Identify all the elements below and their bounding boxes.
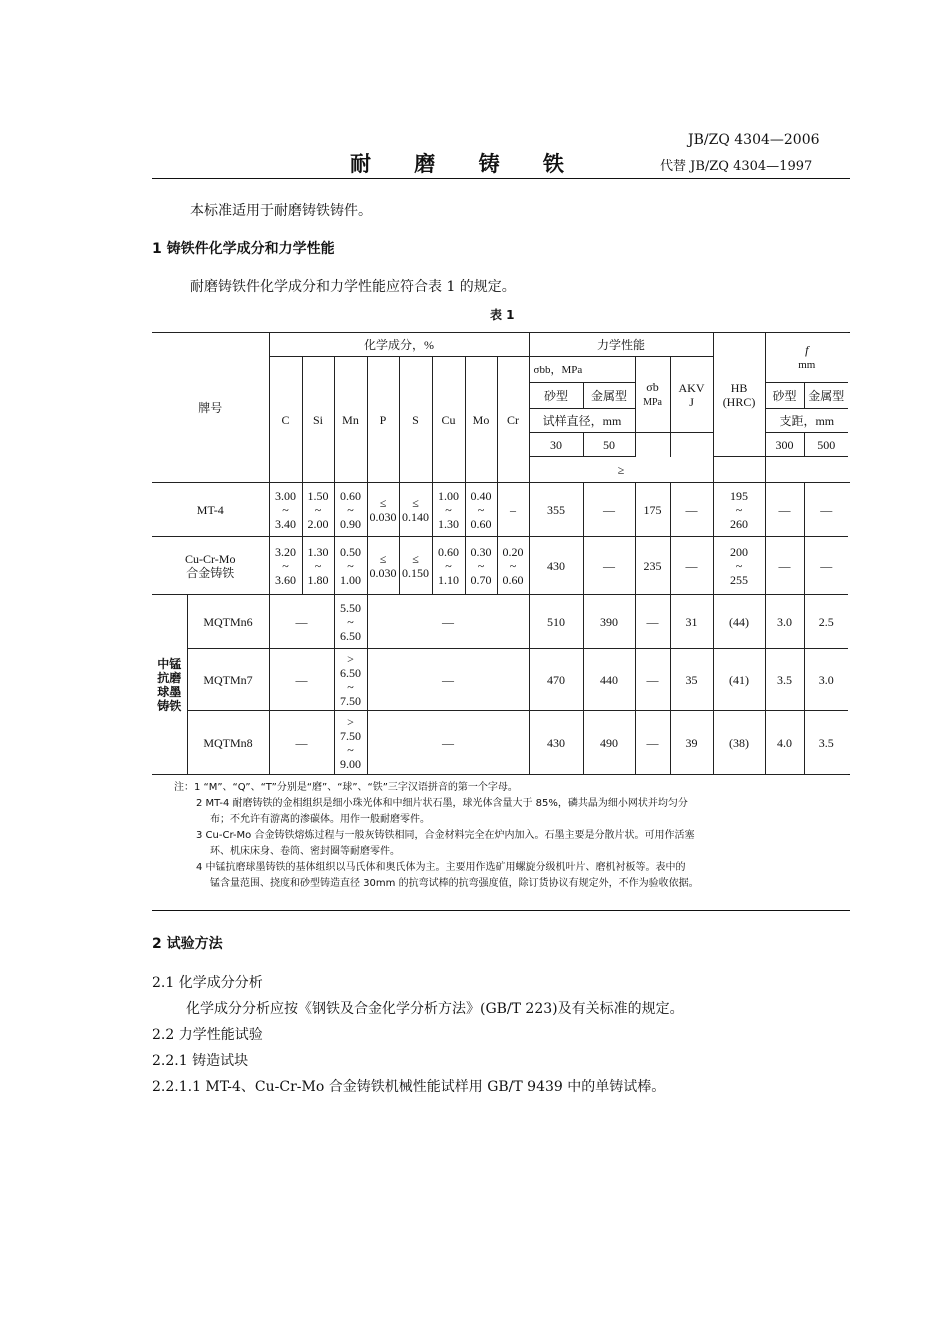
- header-mo: Mo: [465, 357, 497, 483]
- header-s500: 500: [804, 433, 848, 457]
- header-diameter: 试样直径，mm: [529, 409, 635, 433]
- note-3-cont: 环、机床床身、卷筒、密封圈等耐磨零件。: [210, 846, 400, 857]
- replaces-standard: 代替 JB/ZQ 4304—1997: [660, 159, 813, 174]
- grade-mt4: MT-4: [152, 483, 269, 537]
- section-2-1-text: 化学成分分析应按《钢铁及合金化学分析方法》(GB/T 223)及有关标准的规定。: [186, 1001, 684, 1017]
- notes-rule: [152, 910, 850, 911]
- grade-cucrmo: Cu-Cr-Mo 合金铸铁: [152, 537, 269, 595]
- header-cu: Cu: [432, 357, 465, 483]
- table-row: MQTMn8 — > 7.50 ~ 9.00 — 430 490 — 39 (38) 4.0 3.5: [152, 711, 850, 775]
- note-2: 2 MT-4 耐磨铸铁的金相组织是细小珠光体和中细片状石墨，球光体含量大于 85%，磷共晶为细小网状并均匀分: [196, 798, 688, 809]
- header-d50: 50: [583, 433, 635, 457]
- page-title: 耐 磨 铸 铁: [350, 152, 582, 176]
- section-2-2-1-heading: 2.2.1 铸造试块: [152, 1053, 249, 1069]
- header-chemical: 化学成分，%: [269, 333, 529, 357]
- header-si: Si: [302, 357, 334, 483]
- header-f-metal: 金属型: [804, 383, 848, 409]
- header-s300: 300: [765, 433, 804, 457]
- header-cr: Cr: [497, 357, 529, 483]
- header-mechanical: 力学性能: [529, 333, 713, 357]
- header-hb: HB (HRC): [713, 333, 765, 457]
- header-mn: Mn: [334, 357, 367, 483]
- header-sigma-bb: σbb，MPa: [529, 357, 635, 383]
- table-row: Cu-Cr-Mo 合金铸铁 3.20 ~ 3.60 1.30 ~ 1.80 0.50 ~ 1.00 ≤ 0.030 ≤ 0.150 0.60 ~ 1.10 0.30 ~ 0.70 0.20 ~ 0.60 430 — 235 — 200 ~ 255 — —: [152, 537, 850, 595]
- header-grade: 牌号: [152, 333, 269, 483]
- header-metal: 金属型: [583, 383, 635, 409]
- grade-mqtmn7: MQTMn7: [187, 649, 269, 711]
- table-caption: 表 1: [490, 308, 515, 322]
- header-span: 支距，mm: [765, 409, 848, 433]
- header-f-sand: 砂型: [765, 383, 804, 409]
- note-4-cont: 锰含量范围、挠度和砂型铸造直径 30mm 的抗弯试棒的抗弯强度值，除订货协议有规定外，不作为验收依据。: [210, 878, 699, 889]
- header-sigma-b: σb MPa: [635, 357, 670, 433]
- section-1-text: 耐磨铸铁件化学成分和力学性能应符合表 1 的规定。: [190, 279, 516, 295]
- section-2-2-1-1-text: 2.2.1.1 MT-4、Cu-Cr-Mo 合金铸铁机械性能试样用 GB/T 9439 中的单铸试棒。: [152, 1079, 666, 1095]
- section-2-2-heading: 2.2 力学性能试验: [152, 1027, 263, 1043]
- header-p: P: [367, 357, 399, 483]
- note-1: 注：1 “M”、“Q”、“T”分别是“磨”、“球”、“铁”三字汉语拼音的第一个字母。: [174, 782, 518, 793]
- section-1-heading: 1 铸铁件化学成分和力学性能: [152, 241, 335, 257]
- header-sand: 砂型: [529, 383, 583, 409]
- header-rule: [152, 178, 850, 179]
- table-notes: [174, 780, 699, 892]
- header-c: C: [269, 357, 302, 483]
- header-d30: 30: [529, 433, 583, 457]
- note-4: 4 中锰抗磨球墨铸铁的基体组织以马氏体和奥氏体为主。主要用作选矿用螺旋分级机叶片、磨机衬板等。表中的: [196, 862, 686, 873]
- section-2-1-heading: 2.1 化学成分分析: [152, 975, 263, 991]
- header-s: S: [399, 357, 432, 483]
- header-min-sign: ≥: [529, 457, 713, 483]
- header-f: f mm: [765, 333, 848, 383]
- grade-mqtmn8: MQTMn8: [187, 711, 269, 775]
- grade-mqtmn6: MQTMn6: [187, 595, 269, 649]
- table-row: MQTMn7 — > 6.50 ~ 7.50 — 470 440 — 35 (41) 3.5 3.0: [152, 649, 850, 711]
- table-row: MT-4 3.00 ~ 3.40 1.50 ~ 2.00 0.60 ~ 0.90 ≤ 0.030 ≤ 0.140 1.00 ~ 1.30 0.40 ~ 0.60 – 355 — 175 — 195 ~ 260 — —: [152, 483, 850, 537]
- standard-code: JB/ZQ 4304—2006: [688, 132, 820, 148]
- header-akv: AKV J: [670, 357, 713, 433]
- table-1: [152, 332, 850, 775]
- note-3: 3 Cu-Cr-Mo 合金铸铁熔炼过程与一般灰铸铁相同，合金材料完全在炉内加入。石墨主要是分散片状。可用作活塞: [196, 830, 695, 841]
- group-label: 中锰 抗磨 球墨 铸铁: [152, 595, 187, 775]
- table-row: 中锰 抗磨 球墨 铸铁 MQTMn6 — 5.50 ~ 6.50 — 510 390 — 31 (44) 3.0 2.5: [152, 595, 850, 649]
- intro-text: 本标准适用于耐磨铸铁铸件。: [190, 203, 372, 219]
- section-2-heading: 2 试验方法: [152, 936, 223, 952]
- note-2-cont: 布；不允许有游离的渗碳体。用作一般耐磨零件。: [210, 814, 430, 825]
